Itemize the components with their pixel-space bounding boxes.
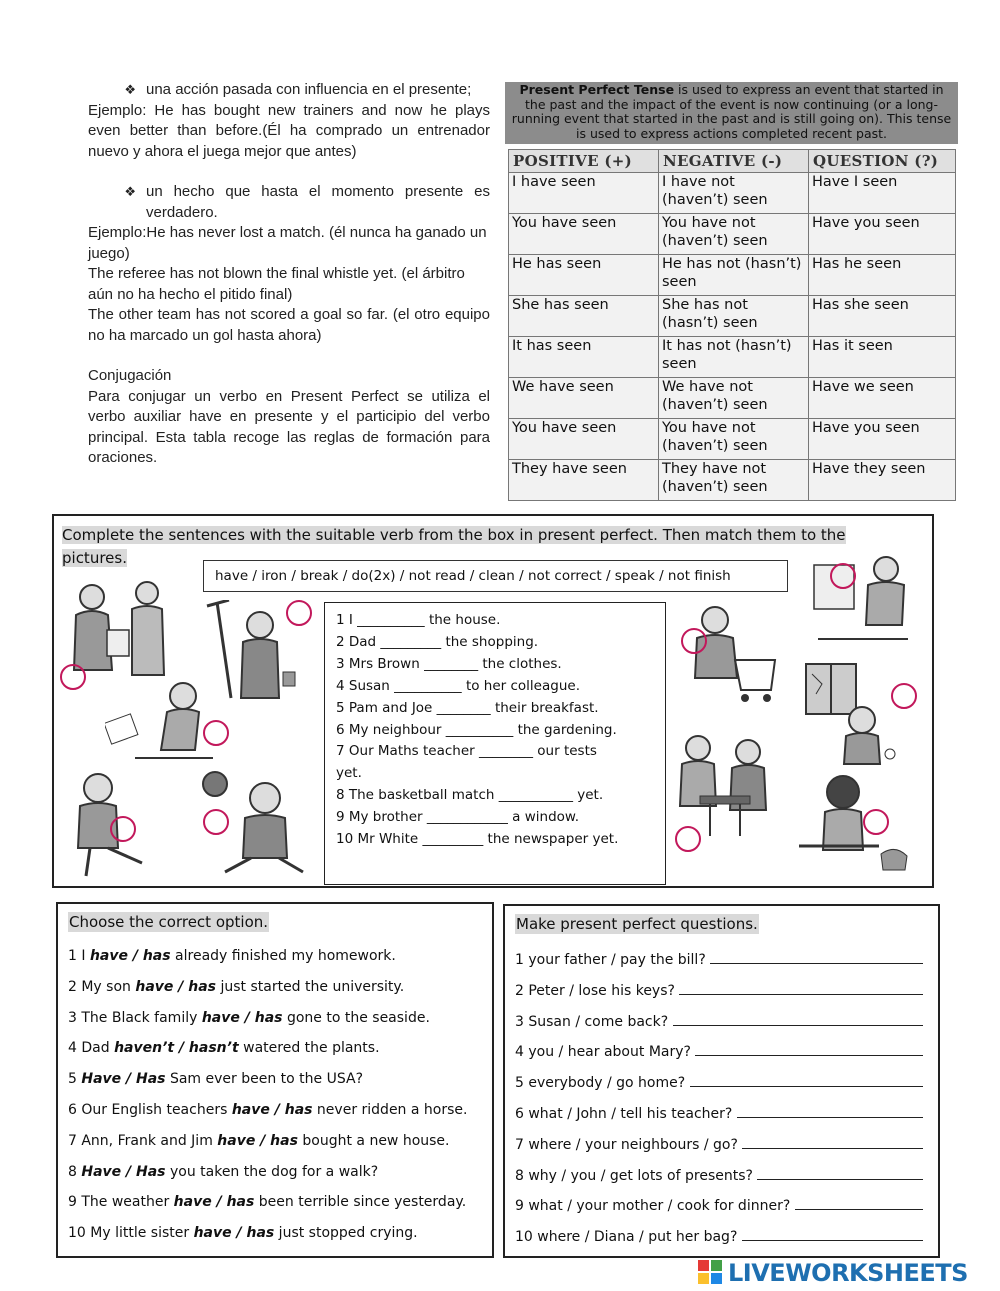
exercise-2-list [68, 948, 467, 1256]
sentence-box [324, 602, 666, 885]
definition-text: is used to express an event that started in the past and the impact of the event is now continuing (or a long-running event that started in the past and is still going on). This tense is used to express actions completed recent past. [511, 82, 952, 141]
answer-blank[interactable] [737, 1104, 924, 1118]
item-text: 8 [68, 1163, 82, 1180]
item-text: bought a new house. [297, 1132, 450, 1149]
couple-breakfast-picture [670, 730, 785, 840]
list-item [515, 1135, 923, 1166]
list-item [68, 1071, 467, 1102]
table-cell: They have seen [509, 460, 659, 501]
bullet-1 [88, 80, 490, 101]
word-box: have / iron / break / do(2x) / not read / clean / not correct / speak / not finish [203, 560, 788, 592]
exercise-2-title: Choose the correct option. [69, 913, 269, 931]
table-cell: Has it seen [809, 337, 956, 378]
answer-blank[interactable] [795, 1196, 924, 1210]
table-cell: You have seen [509, 419, 659, 460]
table-cell: We have not (haven’t) seen [659, 378, 809, 419]
man-reading-newspaper-picture [808, 555, 913, 645]
table-cell: Have they seen [809, 460, 956, 501]
list-item [68, 1225, 467, 1256]
question-prompt: 1 your father / pay the bill? [515, 952, 706, 968]
question-prompt: 6 what / John / tell his teacher? [515, 1105, 733, 1122]
list-item [515, 981, 923, 1012]
question-prompt: 8 why / you / get lots of presents? [515, 1167, 753, 1184]
broken-window-picture [800, 660, 900, 768]
list-item [68, 1040, 467, 1071]
table-header-row [509, 150, 956, 173]
item-text: been terrible since yesterday. [254, 1194, 467, 1211]
option-choice[interactable]: have / has [173, 1194, 255, 1211]
sentence: 1 I __________ the house. [336, 612, 501, 628]
table-cell: You have not (haven’t) seen [659, 214, 809, 255]
exercise-3-title: Make present perfect questions. [516, 915, 758, 933]
conjugation-table [508, 149, 956, 501]
table-cell: You have seen [509, 214, 659, 255]
list-item [68, 1133, 467, 1164]
item-text: never ridden a horse. [312, 1101, 468, 1118]
list-item [515, 1166, 923, 1197]
list-item [68, 1194, 467, 1225]
list-item [515, 1012, 923, 1043]
list-item [515, 1196, 923, 1227]
sentence: 2 Dad _________ the shopping. [336, 633, 539, 650]
answer-circle[interactable] [891, 683, 917, 709]
sentence: 3 Mrs Brown ________ the clothes. [336, 655, 562, 672]
answer-blank[interactable] [690, 1073, 924, 1087]
table-cell: It has seen [509, 337, 659, 378]
table-cell: She has seen [509, 296, 659, 337]
answer-circle[interactable] [110, 816, 136, 842]
sentence: 8 The basketball match ___________ yet. [336, 787, 604, 804]
example-1: Ejemplo: He has bought new trainers and now he plays even better than before.(Él ha comprado un entrenador nuevo y ahora el juega mejor que antes) [88, 101, 490, 160]
intro-text [88, 80, 490, 469]
liveworksheets-icon [698, 1260, 724, 1286]
list-item [515, 1104, 923, 1135]
table-row [509, 378, 956, 419]
exercise-3-box [503, 904, 940, 1258]
list-item [515, 950, 923, 981]
option-choice[interactable]: Have / Has [81, 1163, 166, 1180]
sick-boy-picture [60, 768, 150, 880]
sentence: yet. [336, 765, 362, 782]
sentence: 6 My neighbour __________ the gardening. [336, 721, 617, 738]
table-row [509, 419, 956, 460]
item-text: 10 My little sister [68, 1225, 194, 1242]
present-perfect-definition [505, 82, 958, 144]
option-choice[interactable]: have / has [135, 978, 217, 995]
list-item [515, 1227, 923, 1258]
item-text: watered the plants. [238, 1040, 380, 1057]
table-cell: Has she seen [809, 296, 956, 337]
answer-circle[interactable] [863, 809, 889, 835]
option-choice[interactable]: Have / Has [81, 1071, 166, 1088]
exercise-3-list [515, 950, 923, 1258]
diamond-bullet-icon: ❖ [124, 82, 136, 97]
question-prompt: 9 what / your mother / cook for dinner? [515, 1198, 791, 1215]
answer-circle[interactable] [203, 720, 229, 746]
exercise-2-box [56, 902, 494, 1258]
answer-circle[interactable] [675, 826, 701, 852]
option-choice[interactable]: have / has [89, 948, 171, 964]
table-cell: I have seen [509, 173, 659, 214]
table-row [509, 296, 956, 337]
answer-blank[interactable] [757, 1166, 923, 1180]
bullet-1-text: una acción pasada con influencia en el presente; [146, 81, 472, 98]
table-cell: We have seen [509, 378, 659, 419]
answer-circle[interactable] [830, 563, 856, 589]
question-prompt: 7 where / your neighbours / go? [515, 1136, 738, 1153]
column-header: POSITIVE (+) [509, 150, 659, 173]
table-row [509, 173, 956, 214]
sentence: 9 My brother ____________ a window. [336, 809, 580, 826]
sentence: 10 Mr White _________ the newspaper yet. [336, 831, 619, 848]
option-choice[interactable]: have / has [217, 1132, 298, 1149]
table-cell: You have not (haven’t) seen [659, 419, 809, 460]
item-text: 3 The Black family [68, 1009, 202, 1026]
option-choice[interactable]: haven’t / hasn’t [114, 1040, 239, 1057]
table-cell: They have not (haven’t) seen [659, 460, 809, 501]
answer-blank[interactable] [742, 1135, 923, 1149]
example-2a: Ejemplo:He has never lost a match. (él nunca ha ganado un juego) [88, 224, 487, 262]
table-row [509, 460, 956, 501]
answer-circle[interactable] [203, 809, 229, 835]
logo-text: LIVEWORKSHEETS [728, 1259, 968, 1287]
answer-circle[interactable] [286, 600, 312, 626]
table-cell: Has he seen [809, 255, 956, 296]
list-item [68, 979, 467, 1010]
item-text: just started the university. [216, 978, 405, 995]
answer-blank[interactable] [695, 1042, 923, 1056]
question-prompt: 10 where / Diana / put her bag? [515, 1229, 738, 1246]
question-prompt: 3 Susan / come back? [515, 1013, 669, 1030]
item-text: 5 [68, 1071, 82, 1088]
girl-ironing-picture [795, 770, 910, 875]
item-text: 9 The weather [68, 1194, 174, 1211]
question-prompt: 4 you / hear about Mary? [515, 1044, 691, 1061]
answer-circle[interactable] [681, 628, 707, 654]
table-cell: Have you seen [809, 419, 956, 460]
bullet-2-text: un hecho que hasta el momento presente es verdadero. [146, 183, 490, 221]
list-item [68, 1164, 467, 1195]
item-text: gone to the seaside. [282, 1009, 430, 1026]
option-choice[interactable]: have / has [231, 1101, 313, 1118]
answer-blank[interactable] [710, 950, 923, 964]
list-item [515, 1073, 923, 1104]
question-prompt: 5 everybody / go home? [515, 1075, 686, 1092]
definition-term: Present Perfect Tense [519, 82, 675, 97]
item-text: you taken the dog for a walk? [165, 1163, 379, 1180]
table-cell: It has not (hasn’t) seen [659, 337, 809, 378]
answer-circle[interactable] [60, 664, 86, 690]
item-text: already finished my homework. [170, 948, 396, 964]
item-text: 7 Ann, Frank and Jim [68, 1132, 218, 1149]
column-header: NEGATIVE (-) [659, 150, 809, 173]
item-text: 6 Our English teachers [68, 1101, 232, 1118]
table-cell: She has not (hasn’t) seen [659, 296, 809, 337]
sentence: 4 Susan __________ to her colleague. [336, 677, 580, 694]
table-cell: Have I seen [809, 173, 956, 214]
table-row [509, 337, 956, 378]
shopping-cart-picture [675, 600, 785, 710]
list-item [68, 948, 467, 979]
student-homework-picture [105, 678, 215, 768]
list-item [68, 1102, 467, 1133]
table-cell: Have we seen [809, 378, 956, 419]
table-cell: He has not (hasn’t) seen [659, 255, 809, 296]
diamond-bullet-icon: ❖ [124, 184, 136, 199]
sentence: 5 Pam and Joe ________ their breakfast. [336, 699, 599, 716]
column-header: QUESTION (?) [809, 150, 956, 173]
option-choice[interactable]: have / has [193, 1225, 275, 1242]
table-row [509, 214, 956, 255]
item-text: just stopped crying. [274, 1225, 418, 1242]
item-text: Sam ever been to the USA? [165, 1071, 364, 1088]
item-text: 4 Dad [68, 1040, 115, 1057]
answer-blank[interactable] [742, 1227, 924, 1241]
table-cell: I have not (haven’t) seen [659, 173, 809, 214]
answer-blank[interactable] [679, 981, 923, 995]
liveworksheets-logo [698, 1258, 994, 1288]
conjugation-text: Para conjugar un verbo en Present Perfect se utiliza el verbo auxiliar have en presente y el participio del verbo principal. Esta tabla recoge las reglas de formación para oraciones. [88, 387, 490, 466]
question-prompt: 2 Peter / lose his keys? [515, 982, 675, 999]
option-choice[interactable]: have / has [201, 1009, 283, 1026]
table-cell: Have you seen [809, 214, 956, 255]
example-2b: The referee has not blown the final whistle yet. (el árbitro aún no ha hecho el pitido final) [88, 265, 465, 303]
table-row [509, 255, 956, 296]
exercise-1-title: Complete the sentences with the suitable verb from the box in present perfect. Then match them to the pictures. [62, 526, 846, 567]
answer-blank[interactable] [673, 1012, 924, 1026]
example-2c: The other team has not scored a goal so far. (el otro equipo no ha marcado un gol hasta ahora) [88, 306, 490, 344]
list-item [68, 1010, 467, 1041]
table-cell: He has seen [509, 255, 659, 296]
sentence: 7 Our Maths teacher ________ our tests [336, 743, 597, 760]
list-item [515, 1042, 923, 1073]
item-text: 1 I [68, 948, 90, 964]
bullet-2 [88, 182, 490, 223]
conjugation-title: Conjugación [88, 367, 172, 384]
item-text: 2 My son [68, 978, 136, 995]
